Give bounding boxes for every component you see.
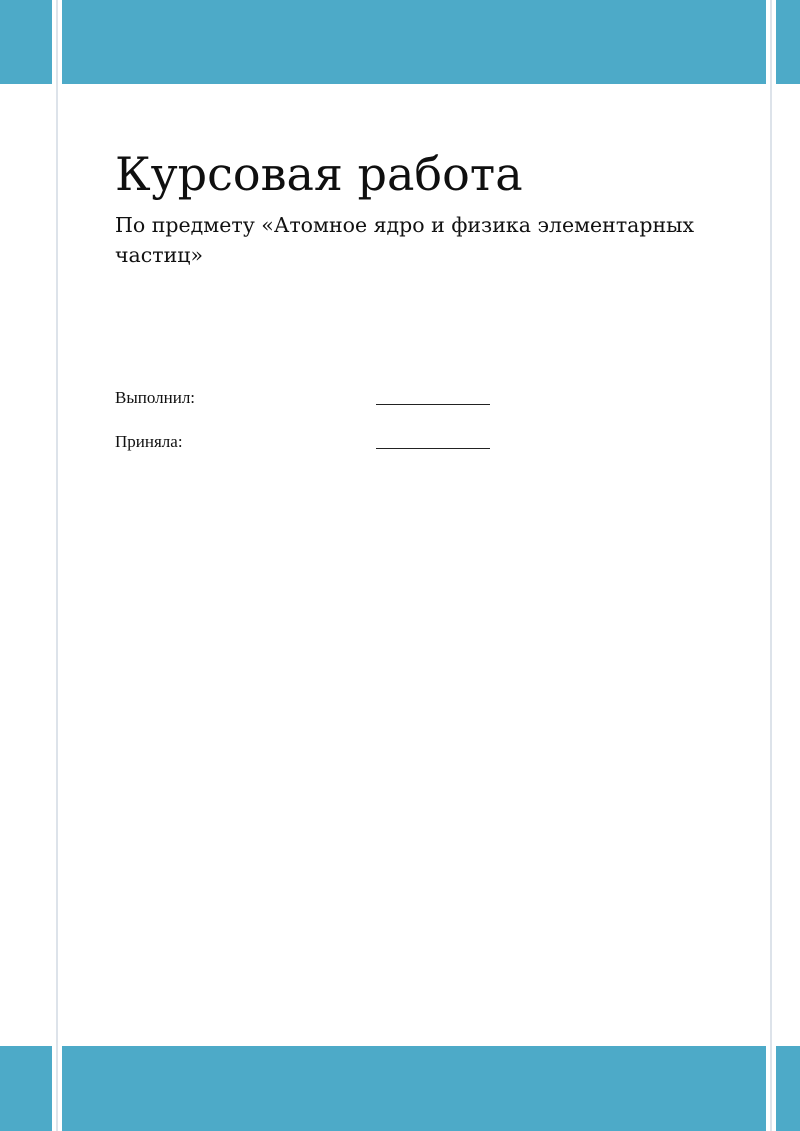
- bottom-band-left: [0, 1046, 52, 1131]
- signature-label-author: Выполнил:: [115, 388, 196, 407]
- top-band-main: [62, 0, 766, 84]
- document-title: Курсовая работа: [115, 147, 523, 201]
- signature-label-reviewer: Приняла:: [115, 432, 183, 451]
- top-band-left: [0, 0, 52, 84]
- signature-line-reviewer: [376, 448, 490, 449]
- signature-line-author: [376, 404, 490, 405]
- vertical-rule-right: [770, 0, 772, 1131]
- bottom-band-main: [62, 1046, 766, 1131]
- document-subtitle: По предмету «Атомное ядро и физика элементарных частиц»: [115, 213, 695, 267]
- bottom-band-right: [776, 1046, 800, 1131]
- signature-row-reviewer: [115, 431, 515, 455]
- top-band-right: [776, 0, 800, 84]
- signature-row-author: [115, 387, 515, 411]
- vertical-rule-left: [56, 0, 58, 1131]
